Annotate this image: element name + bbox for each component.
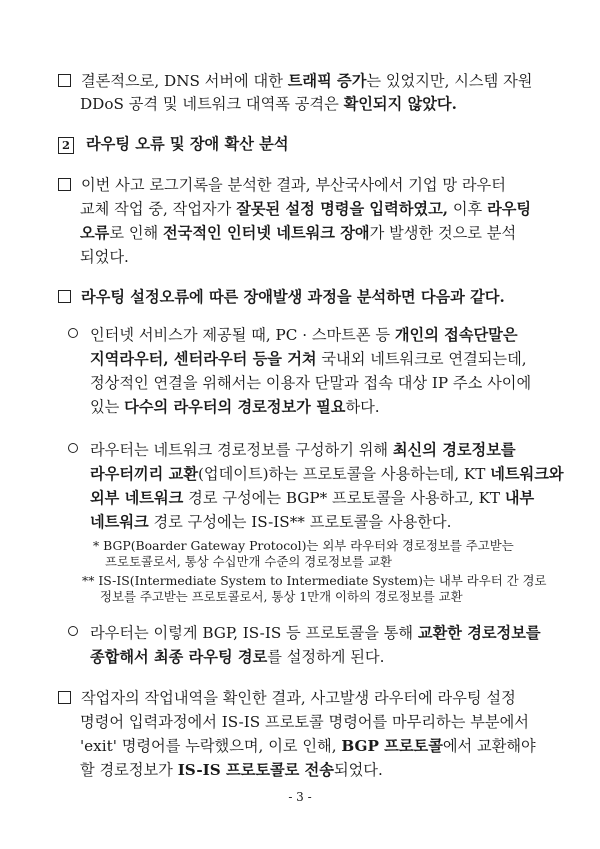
bullet-2-line-3 xyxy=(90,488,534,508)
bold-text: 라우팅 설정오류에 따른 장애발생 과정을 분석하면 다음과 같다. xyxy=(81,288,505,306)
text: 결론적으로, DNS 서버에 대한 xyxy=(81,72,288,90)
section-title: 라우팅 오류 및 장애 확산 분석 xyxy=(86,135,289,153)
text: 로 인해 xyxy=(109,224,164,242)
paragraph-analysis-line-1 xyxy=(58,175,506,195)
bold-text: 최신의 경로정보를 xyxy=(392,441,516,459)
bullet-2-line-4 xyxy=(90,512,451,532)
bullet-2-line-1 xyxy=(68,440,516,460)
bold-text: 네트워크 xyxy=(90,513,149,531)
section-heading xyxy=(58,134,289,154)
text: 'exit' 명령어를 누락했으며, 이로 인해, xyxy=(80,737,342,755)
bullet-2-line-2 xyxy=(90,464,564,484)
paragraph-analysis-line-3 xyxy=(80,223,516,243)
bullet-3-line-1 xyxy=(68,623,541,643)
bold-text: 종합해서 최종 라우팅 경로 xyxy=(90,648,268,666)
text: 경로 구성에는 BGP* 프로토콜을 사용하고, KT xyxy=(183,489,505,507)
text: 에서 교환해야 xyxy=(442,737,536,755)
page-number: - 3 - xyxy=(288,790,312,804)
bold-text: 네트워크와 xyxy=(490,465,564,483)
text: 교체 작업 중, 작업자가 xyxy=(80,200,237,218)
text: 이번 사고 로그기록을 분석한 결과, 부산국사에서 기업 망 라우터 xyxy=(81,176,506,194)
bold-text: 잘못된 설정 명령을 입력하였고, xyxy=(236,200,449,218)
paragraph-conclusion-line-1 xyxy=(58,71,532,91)
footnote-isis-line-1: ** IS-IS(Intermediate System to Intermediate System)는 내부 라우터 간 경로 xyxy=(82,573,547,588)
text: 정상적인 연결을 위해서는 이용자 단말과 접속 대상 IP 주소 사이에 xyxy=(90,374,532,392)
text: 할 경로정보가 xyxy=(80,761,178,779)
bold-text: 외부 네트워크 xyxy=(90,489,184,507)
text: 이후 xyxy=(448,200,488,218)
text: 국내외 네트워크로 연결되는데, xyxy=(316,350,527,368)
text: 를 설정하게 된다. xyxy=(267,648,385,666)
bold-text: 개인의 접속단말은 xyxy=(394,326,518,344)
text: 있는 xyxy=(90,398,125,416)
text: 경로 구성에는 IS-IS** 프로토콜을 사용한다. xyxy=(148,513,452,531)
bold-text: IS-IS 프로토콜로 전송 xyxy=(177,761,334,779)
square-bullet-icon xyxy=(58,691,71,704)
text: 라우터는 네트워크 경로정보를 구성하기 위해 xyxy=(90,441,393,459)
bold-text: 라우터끼리 교환 xyxy=(90,465,198,483)
bullet-3-line-2 xyxy=(90,647,384,667)
circle-bullet-icon xyxy=(68,443,78,453)
paragraph-analysis-line-4 xyxy=(80,247,129,267)
circle-bullet-icon xyxy=(68,626,78,636)
circle-bullet-icon xyxy=(68,328,78,338)
text: DDoS 공격 및 네트워크 대역폭 공격은 xyxy=(80,95,344,113)
paragraph-worklog-line-2 xyxy=(80,712,529,732)
paragraph-analysis-line-2 xyxy=(80,199,531,219)
bold-text: 전국적인 인터넷 네트워크 장애 xyxy=(163,224,370,242)
bullet-1-line-1 xyxy=(68,325,518,345)
footnote-bgp-line-1: * BGP(Boarder Gateway Protocol)는 외부 라우터와 경로정보를 주고받는 xyxy=(93,538,514,553)
bullet-1-line-2 xyxy=(90,349,527,369)
square-bullet-icon xyxy=(58,74,71,87)
section-number-box: 2 xyxy=(58,137,74,154)
text: 는 있었지만, 시스템 자원 xyxy=(366,72,533,90)
paragraph-conclusion-line-2 xyxy=(80,94,457,114)
bold-text: 오류 xyxy=(80,224,110,242)
text: 하다. xyxy=(345,398,380,416)
paragraph-worklog-line-4 xyxy=(80,760,383,780)
bold-text: BGP 프로토콜 xyxy=(341,737,443,755)
bullet-1-line-3 xyxy=(90,373,531,393)
text: 라우터는 이렇게 BGP, IS-IS 등 프로토콜을 통해 xyxy=(90,624,418,642)
bold-text: 확인되지 않았다. xyxy=(343,95,457,113)
text: (업데이트)하는 프로토콜을 사용하는데, KT xyxy=(198,465,491,483)
bold-text: 내부 xyxy=(504,489,535,507)
bold-text: 다수의 라우터의 경로정보가 필요 xyxy=(124,398,346,416)
text: 되었다. xyxy=(333,761,383,779)
square-bullet-icon xyxy=(58,290,71,303)
footnote-isis-line-2: 정보를 주고받는 프로토콜로서, 통상 1만개 이하의 경로정보를 교환 xyxy=(100,589,463,604)
bullet-1-line-4 xyxy=(90,397,380,417)
text: 작업자의 작업내역을 확인한 결과, 사고발생 라우터에 라우팅 설정 xyxy=(81,689,516,707)
paragraph-worklog-line-1 xyxy=(58,688,516,708)
bold-text: 라우팅 xyxy=(487,200,532,218)
bold-text: 트래픽 증가 xyxy=(287,72,367,90)
paragraph-process-intro xyxy=(58,287,505,307)
text: 인터넷 서비스가 제공될 때, PC · 스마트폰 등 xyxy=(90,326,395,344)
footnote-bgp-line-2: 프로토콜로서, 통상 수십만개 수준의 경로정보를 교환 xyxy=(105,554,392,569)
bold-text: 교환한 경로정보를 xyxy=(417,624,541,642)
bold-text: 지역라우터, 센터라우터 등을 거쳐 xyxy=(90,350,317,368)
text: 명령어 입력과정에서 IS-IS 프로토콜 명령어를 마무리하는 부분에서 xyxy=(80,713,529,731)
paragraph-worklog-line-3 xyxy=(80,736,536,756)
text: 가 발생한 것으로 분석 xyxy=(369,224,517,242)
square-bullet-icon xyxy=(58,178,71,191)
text: 되었다. xyxy=(80,248,129,266)
